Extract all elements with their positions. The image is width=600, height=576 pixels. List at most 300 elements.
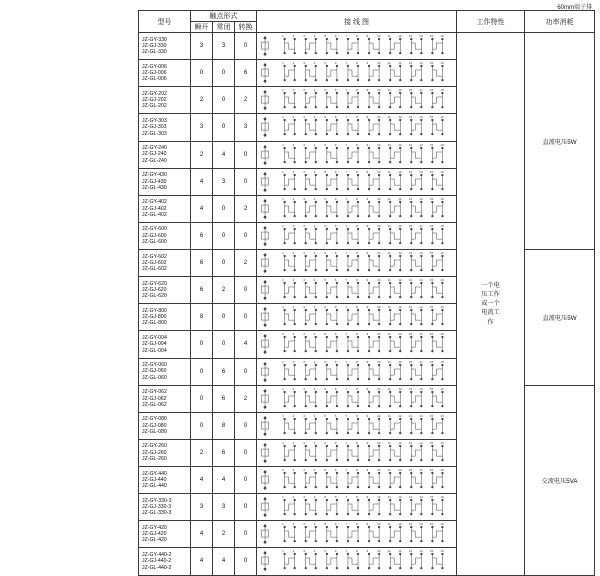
svg-text:5: 5 bbox=[324, 278, 327, 283]
cell-model bbox=[139, 33, 191, 60]
cell-contact-switch: 0 bbox=[235, 467, 257, 494]
cell-model bbox=[139, 168, 191, 195]
cell-wiring-diagram bbox=[257, 412, 457, 439]
svg-text:11: 11 bbox=[387, 468, 391, 473]
svg-text:2: 2 bbox=[292, 549, 295, 554]
svg-text:12: 12 bbox=[398, 196, 402, 201]
model-line: JZ-GL-430 bbox=[142, 184, 167, 191]
svg-text:16: 16 bbox=[440, 251, 444, 256]
svg-text:4: 4 bbox=[313, 305, 316, 310]
svg-text:16: 16 bbox=[440, 440, 444, 445]
svg-text:6: 6 bbox=[334, 413, 337, 418]
svg-text:13: 13 bbox=[408, 468, 413, 473]
model-line: JZ-GY-402 bbox=[142, 199, 167, 206]
svg-text:1: 1 bbox=[282, 169, 284, 174]
svg-text:6: 6 bbox=[334, 142, 337, 147]
cell-power: 直流电压5W bbox=[525, 33, 595, 250]
model-line: JZ-GY-800 bbox=[142, 307, 167, 314]
svg-text:2: 2 bbox=[292, 61, 295, 66]
svg-text:9: 9 bbox=[366, 88, 369, 93]
svg-text:13: 13 bbox=[408, 386, 413, 391]
cell-contact-closed: 0 bbox=[213, 222, 235, 249]
svg-text:9: 9 bbox=[366, 34, 369, 39]
svg-text:11: 11 bbox=[387, 359, 391, 364]
cell-wiring-diagram bbox=[257, 114, 457, 141]
svg-text:4: 4 bbox=[313, 251, 316, 256]
svg-text:15: 15 bbox=[429, 251, 434, 256]
cell-contact-open: 3 bbox=[191, 33, 213, 60]
cell-model bbox=[139, 439, 191, 466]
svg-text:15: 15 bbox=[429, 440, 434, 445]
svg-text:9: 9 bbox=[366, 522, 369, 527]
cell-contact-switch: 0 bbox=[235, 358, 257, 385]
svg-text:15: 15 bbox=[429, 522, 434, 527]
model-line: JZ-GY-602 bbox=[142, 253, 167, 260]
svg-text:14: 14 bbox=[419, 34, 423, 39]
model-line: JZ-GL-600 bbox=[142, 239, 167, 246]
cell-contact-open: 6 bbox=[191, 250, 213, 277]
top-note: 60mm端子排 bbox=[557, 5, 592, 11]
cell-wiring-diagram bbox=[257, 168, 457, 195]
cell-contact-switch: 0 bbox=[235, 277, 257, 304]
svg-text:16: 16 bbox=[440, 223, 444, 228]
svg-text:6: 6 bbox=[334, 88, 337, 93]
svg-text:15: 15 bbox=[429, 34, 434, 39]
svg-text:7: 7 bbox=[345, 468, 348, 473]
svg-text:1: 1 bbox=[282, 440, 284, 445]
svg-text:4: 4 bbox=[313, 413, 316, 418]
svg-text:11: 11 bbox=[387, 61, 391, 66]
svg-text:13: 13 bbox=[408, 359, 413, 364]
cell-contact-switch: 2 bbox=[235, 250, 257, 277]
svg-text:15: 15 bbox=[429, 223, 434, 228]
svg-text:5: 5 bbox=[324, 34, 327, 39]
svg-text:14: 14 bbox=[419, 522, 423, 527]
svg-text:9: 9 bbox=[366, 359, 369, 364]
model-line: JZ-GY-080 bbox=[142, 416, 167, 423]
svg-text:2: 2 bbox=[292, 34, 295, 39]
cell-contact-switch: 6 bbox=[235, 60, 257, 87]
svg-text:12: 12 bbox=[398, 88, 402, 93]
svg-text:7: 7 bbox=[345, 359, 348, 364]
model-line: JZ-GJ-440 bbox=[142, 476, 167, 483]
svg-text:2: 2 bbox=[292, 305, 295, 310]
svg-text:1: 1 bbox=[282, 495, 284, 500]
svg-text:5: 5 bbox=[324, 169, 327, 174]
svg-text:2: 2 bbox=[292, 468, 295, 473]
svg-text:3: 3 bbox=[303, 440, 305, 445]
svg-text:7: 7 bbox=[345, 305, 348, 310]
svg-text:1: 1 bbox=[282, 359, 284, 364]
svg-text:14: 14 bbox=[419, 115, 423, 120]
svg-text:9: 9 bbox=[366, 386, 369, 391]
svg-text:15: 15 bbox=[429, 278, 434, 283]
th-wiring: 接 线 图 bbox=[257, 11, 457, 33]
cell-contact-closed: 2 bbox=[213, 521, 235, 548]
svg-text:12: 12 bbox=[398, 251, 402, 256]
svg-text:4: 4 bbox=[313, 386, 316, 391]
cell-contact-switch: 3 bbox=[235, 114, 257, 141]
svg-text:15: 15 bbox=[429, 413, 434, 418]
svg-text:13: 13 bbox=[408, 169, 413, 174]
model-line: JZ-GL-006 bbox=[142, 76, 167, 83]
cell-contact-closed: 3 bbox=[213, 33, 235, 60]
svg-text:9: 9 bbox=[366, 440, 369, 445]
table-row bbox=[139, 385, 595, 412]
model-line: JZ-GJ-430 bbox=[142, 178, 167, 185]
cell-model bbox=[139, 467, 191, 494]
svg-text:7: 7 bbox=[345, 251, 348, 256]
svg-text:16: 16 bbox=[440, 386, 444, 391]
model-line: JZ-GJ-062 bbox=[142, 395, 167, 402]
model-line: JZ-GY-060 bbox=[142, 362, 167, 369]
cell-wiring-diagram bbox=[257, 222, 457, 249]
model-line: JZ-GL-260 bbox=[142, 456, 167, 463]
svg-text:9: 9 bbox=[366, 61, 369, 66]
cell-contact-closed: 4 bbox=[213, 467, 235, 494]
model-line: JZ-GL-602 bbox=[142, 266, 167, 273]
cell-power: 交流电压5VA bbox=[525, 385, 595, 575]
svg-text:11: 11 bbox=[387, 305, 391, 310]
svg-text:10: 10 bbox=[377, 196, 381, 201]
svg-text:15: 15 bbox=[429, 305, 434, 310]
svg-text:14: 14 bbox=[419, 413, 423, 418]
svg-text:3: 3 bbox=[303, 223, 305, 228]
svg-text:8: 8 bbox=[356, 115, 358, 120]
svg-text:16: 16 bbox=[440, 522, 444, 527]
svg-text:13: 13 bbox=[408, 440, 413, 445]
svg-text:4: 4 bbox=[313, 440, 316, 445]
svg-text:2: 2 bbox=[292, 169, 295, 174]
cell-contact-switch: 0 bbox=[235, 548, 257, 575]
cell-wiring-diagram bbox=[257, 521, 457, 548]
th-contact-form: 触点形式 bbox=[191, 11, 257, 22]
model-line: JZ-GY-004 bbox=[142, 334, 167, 341]
cell-model bbox=[139, 60, 191, 87]
svg-text:8: 8 bbox=[356, 61, 358, 66]
cell-model bbox=[139, 277, 191, 304]
svg-text:6: 6 bbox=[334, 115, 337, 120]
svg-text:14: 14 bbox=[419, 468, 423, 473]
svg-text:7: 7 bbox=[345, 61, 348, 66]
svg-text:15: 15 bbox=[429, 468, 434, 473]
model-line: JZ-GL-800 bbox=[142, 320, 167, 327]
svg-text:12: 12 bbox=[398, 468, 402, 473]
svg-text:3: 3 bbox=[303, 115, 305, 120]
svg-text:9: 9 bbox=[366, 413, 369, 418]
model-line: JZ-GJ-006 bbox=[142, 70, 167, 77]
svg-text:4: 4 bbox=[313, 61, 316, 66]
svg-text:4: 4 bbox=[313, 223, 316, 228]
svg-text:6: 6 bbox=[334, 169, 337, 174]
svg-text:4: 4 bbox=[313, 115, 316, 120]
cell-wiring-diagram bbox=[257, 548, 457, 575]
cell-contact-switch: 0 bbox=[235, 521, 257, 548]
svg-text:8: 8 bbox=[356, 88, 358, 93]
table-row bbox=[139, 33, 595, 60]
model-line: JZ-GJ-420 bbox=[142, 531, 167, 538]
model-line: JZ-GY-330 bbox=[142, 36, 167, 43]
svg-text:16: 16 bbox=[440, 468, 444, 473]
svg-text:16: 16 bbox=[440, 88, 444, 93]
model-line: JZ-GJ-602 bbox=[142, 259, 167, 266]
svg-text:2: 2 bbox=[292, 142, 295, 147]
model-line: JZ-GJ-330-3 bbox=[142, 504, 172, 511]
svg-text:14: 14 bbox=[419, 359, 423, 364]
cell-wiring-diagram bbox=[257, 250, 457, 277]
svg-text:6: 6 bbox=[334, 278, 337, 283]
svg-text:5: 5 bbox=[324, 413, 327, 418]
svg-text:14: 14 bbox=[419, 305, 423, 310]
svg-text:3: 3 bbox=[303, 332, 305, 337]
svg-text:6: 6 bbox=[334, 61, 337, 66]
cell-contact-open: 4 bbox=[191, 548, 213, 575]
cell-wiring-diagram bbox=[257, 467, 457, 494]
cell-model bbox=[139, 141, 191, 168]
svg-text:3: 3 bbox=[303, 305, 305, 310]
svg-text:11: 11 bbox=[387, 522, 391, 527]
svg-text:15: 15 bbox=[429, 196, 434, 201]
svg-text:16: 16 bbox=[440, 34, 444, 39]
svg-text:12: 12 bbox=[398, 413, 402, 418]
svg-text:9: 9 bbox=[366, 468, 369, 473]
cell-model bbox=[139, 385, 191, 412]
svg-text:9: 9 bbox=[366, 223, 369, 228]
svg-text:1: 1 bbox=[282, 34, 284, 39]
cell-wiring-diagram bbox=[257, 385, 457, 412]
svg-text:4: 4 bbox=[313, 88, 316, 93]
svg-text:5: 5 bbox=[324, 196, 327, 201]
svg-text:2: 2 bbox=[292, 440, 295, 445]
svg-text:12: 12 bbox=[398, 386, 402, 391]
cell-wiring-diagram bbox=[257, 304, 457, 331]
svg-text:7: 7 bbox=[345, 413, 348, 418]
cell-contact-closed: 4 bbox=[213, 141, 235, 168]
svg-text:7: 7 bbox=[345, 34, 348, 39]
cell-model bbox=[139, 304, 191, 331]
cell-model bbox=[139, 358, 191, 385]
svg-text:3: 3 bbox=[303, 196, 305, 201]
model-line: JZ-GJ-402 bbox=[142, 205, 167, 212]
svg-text:6: 6 bbox=[334, 468, 337, 473]
cell-contact-switch: 0 bbox=[235, 494, 257, 521]
cell-contact-switch: 0 bbox=[235, 168, 257, 195]
cell-contact-open: 4 bbox=[191, 168, 213, 195]
svg-text:8: 8 bbox=[356, 223, 358, 228]
svg-text:11: 11 bbox=[387, 413, 391, 418]
svg-text:10: 10 bbox=[377, 522, 381, 527]
svg-text:10: 10 bbox=[377, 223, 381, 228]
svg-text:5: 5 bbox=[324, 115, 327, 120]
svg-text:4: 4 bbox=[313, 359, 316, 364]
svg-text:5: 5 bbox=[324, 549, 327, 554]
cell-contact-open: 4 bbox=[191, 467, 213, 494]
svg-text:9: 9 bbox=[366, 169, 369, 174]
svg-text:6: 6 bbox=[334, 305, 337, 310]
svg-text:10: 10 bbox=[377, 61, 381, 66]
svg-text:5: 5 bbox=[324, 522, 327, 527]
cell-wiring-diagram bbox=[257, 494, 457, 521]
svg-text:6: 6 bbox=[334, 332, 337, 337]
svg-text:11: 11 bbox=[387, 549, 391, 554]
model-line: JZ-GY-440 bbox=[142, 470, 167, 477]
svg-text:3: 3 bbox=[303, 251, 305, 256]
table-body bbox=[139, 33, 595, 576]
svg-text:4: 4 bbox=[313, 196, 316, 201]
svg-text:12: 12 bbox=[398, 34, 402, 39]
svg-text:15: 15 bbox=[429, 386, 434, 391]
model-line: JZ-GL-062 bbox=[142, 401, 167, 408]
svg-text:4: 4 bbox=[313, 495, 316, 500]
model-line: JZ-GL-330-3 bbox=[142, 510, 172, 517]
svg-text:8: 8 bbox=[356, 278, 358, 283]
svg-text:11: 11 bbox=[387, 332, 391, 337]
model-line: JZ-GJ-440-2 bbox=[142, 558, 172, 565]
svg-text:6: 6 bbox=[334, 440, 337, 445]
svg-text:5: 5 bbox=[324, 61, 327, 66]
svg-text:8: 8 bbox=[356, 169, 358, 174]
svg-text:8: 8 bbox=[356, 34, 358, 39]
svg-text:9: 9 bbox=[366, 196, 369, 201]
model-line: JZ-GY-062 bbox=[142, 389, 167, 396]
cell-wiring-diagram bbox=[257, 358, 457, 385]
svg-text:13: 13 bbox=[408, 115, 413, 120]
cell-model bbox=[139, 412, 191, 439]
cell-contact-closed: 0 bbox=[213, 250, 235, 277]
model-line: JZ-GY-440-2 bbox=[142, 551, 172, 558]
model-line: JZ-GY-430 bbox=[142, 172, 167, 179]
svg-text:14: 14 bbox=[419, 61, 423, 66]
svg-text:13: 13 bbox=[408, 142, 413, 147]
svg-text:16: 16 bbox=[440, 278, 444, 283]
model-line: JZ-GY-600 bbox=[142, 226, 167, 233]
svg-text:7: 7 bbox=[345, 142, 348, 147]
cell-contact-switch: 0 bbox=[235, 33, 257, 60]
svg-text:1: 1 bbox=[282, 305, 284, 310]
cell-contact-switch: 2 bbox=[235, 195, 257, 222]
svg-text:8: 8 bbox=[356, 305, 358, 310]
svg-text:9: 9 bbox=[366, 142, 369, 147]
svg-text:16: 16 bbox=[440, 61, 444, 66]
svg-text:5: 5 bbox=[324, 495, 327, 500]
svg-text:12: 12 bbox=[398, 440, 402, 445]
svg-text:12: 12 bbox=[398, 223, 402, 228]
svg-text:12: 12 bbox=[398, 522, 402, 527]
svg-text:11: 11 bbox=[387, 440, 391, 445]
cell-contact-open: 6 bbox=[191, 277, 213, 304]
svg-text:9: 9 bbox=[366, 115, 369, 120]
cell-contact-open: 0 bbox=[191, 60, 213, 87]
cell-contact-switch: 4 bbox=[235, 331, 257, 358]
model-line: JZ-GL-060 bbox=[142, 374, 167, 381]
svg-text:5: 5 bbox=[324, 386, 327, 391]
svg-text:3: 3 bbox=[303, 88, 305, 93]
svg-text:14: 14 bbox=[419, 169, 423, 174]
cell-contact-switch: 0 bbox=[235, 304, 257, 331]
cell-model bbox=[139, 494, 191, 521]
svg-text:16: 16 bbox=[440, 305, 444, 310]
svg-text:3: 3 bbox=[303, 413, 305, 418]
svg-text:15: 15 bbox=[429, 332, 434, 337]
svg-text:11: 11 bbox=[387, 34, 391, 39]
cell-wiring-diagram bbox=[257, 87, 457, 114]
svg-text:16: 16 bbox=[440, 359, 444, 364]
svg-text:1: 1 bbox=[282, 223, 284, 228]
svg-text:11: 11 bbox=[387, 278, 391, 283]
svg-text:13: 13 bbox=[408, 278, 413, 283]
th-contact-open: 瞬开 bbox=[191, 22, 213, 33]
svg-text:4: 4 bbox=[313, 34, 316, 39]
svg-text:10: 10 bbox=[377, 413, 381, 418]
cell-contact-closed: 6 bbox=[213, 358, 235, 385]
svg-text:11: 11 bbox=[387, 142, 391, 147]
svg-text:7: 7 bbox=[345, 386, 348, 391]
cell-contact-open: 0 bbox=[191, 358, 213, 385]
svg-text:6: 6 bbox=[334, 549, 337, 554]
cell-wiring-diagram bbox=[257, 439, 457, 466]
cell-contact-closed: 8 bbox=[213, 412, 235, 439]
cell-contact-switch: 0 bbox=[235, 412, 257, 439]
svg-text:16: 16 bbox=[440, 413, 444, 418]
svg-text:14: 14 bbox=[419, 196, 423, 201]
svg-text:6: 6 bbox=[334, 223, 337, 228]
svg-text:8: 8 bbox=[356, 196, 358, 201]
svg-text:15: 15 bbox=[429, 61, 434, 66]
svg-text:10: 10 bbox=[377, 305, 381, 310]
svg-text:4: 4 bbox=[313, 278, 316, 283]
cell-contact-closed: 6 bbox=[213, 439, 235, 466]
cell-contact-open: 2 bbox=[191, 87, 213, 114]
cell-model bbox=[139, 195, 191, 222]
svg-text:8: 8 bbox=[356, 495, 358, 500]
svg-text:10: 10 bbox=[377, 386, 381, 391]
svg-text:12: 12 bbox=[398, 359, 402, 364]
svg-text:2: 2 bbox=[292, 413, 295, 418]
svg-text:5: 5 bbox=[324, 359, 327, 364]
cell-contact-open: 0 bbox=[191, 385, 213, 412]
svg-text:2: 2 bbox=[292, 196, 295, 201]
svg-text:2: 2 bbox=[292, 359, 295, 364]
svg-text:16: 16 bbox=[440, 549, 444, 554]
cell-contact-open: 2 bbox=[191, 141, 213, 168]
cell-contact-open: 3 bbox=[191, 114, 213, 141]
svg-text:8: 8 bbox=[356, 359, 358, 364]
svg-text:10: 10 bbox=[377, 468, 381, 473]
svg-text:5: 5 bbox=[324, 142, 327, 147]
model-line: JZ-GJ-800 bbox=[142, 314, 167, 321]
svg-text:12: 12 bbox=[398, 61, 402, 66]
model-line: JZ-GJ-303 bbox=[142, 124, 167, 131]
svg-text:14: 14 bbox=[419, 495, 423, 500]
svg-text:1: 1 bbox=[282, 549, 284, 554]
svg-text:10: 10 bbox=[377, 278, 381, 283]
svg-text:6: 6 bbox=[334, 386, 337, 391]
svg-text:10: 10 bbox=[377, 142, 381, 147]
svg-text:15: 15 bbox=[429, 142, 434, 147]
cell-model bbox=[139, 250, 191, 277]
svg-text:10: 10 bbox=[377, 88, 381, 93]
svg-text:7: 7 bbox=[345, 549, 348, 554]
svg-text:8: 8 bbox=[356, 549, 358, 554]
svg-text:7: 7 bbox=[345, 196, 348, 201]
model-line: JZ-GL-303 bbox=[142, 130, 167, 137]
svg-text:4: 4 bbox=[313, 549, 316, 554]
svg-text:14: 14 bbox=[419, 278, 423, 283]
svg-text:7: 7 bbox=[345, 278, 348, 283]
svg-text:10: 10 bbox=[377, 440, 381, 445]
svg-text:1: 1 bbox=[282, 413, 284, 418]
model-line: JZ-GL-004 bbox=[142, 347, 167, 354]
